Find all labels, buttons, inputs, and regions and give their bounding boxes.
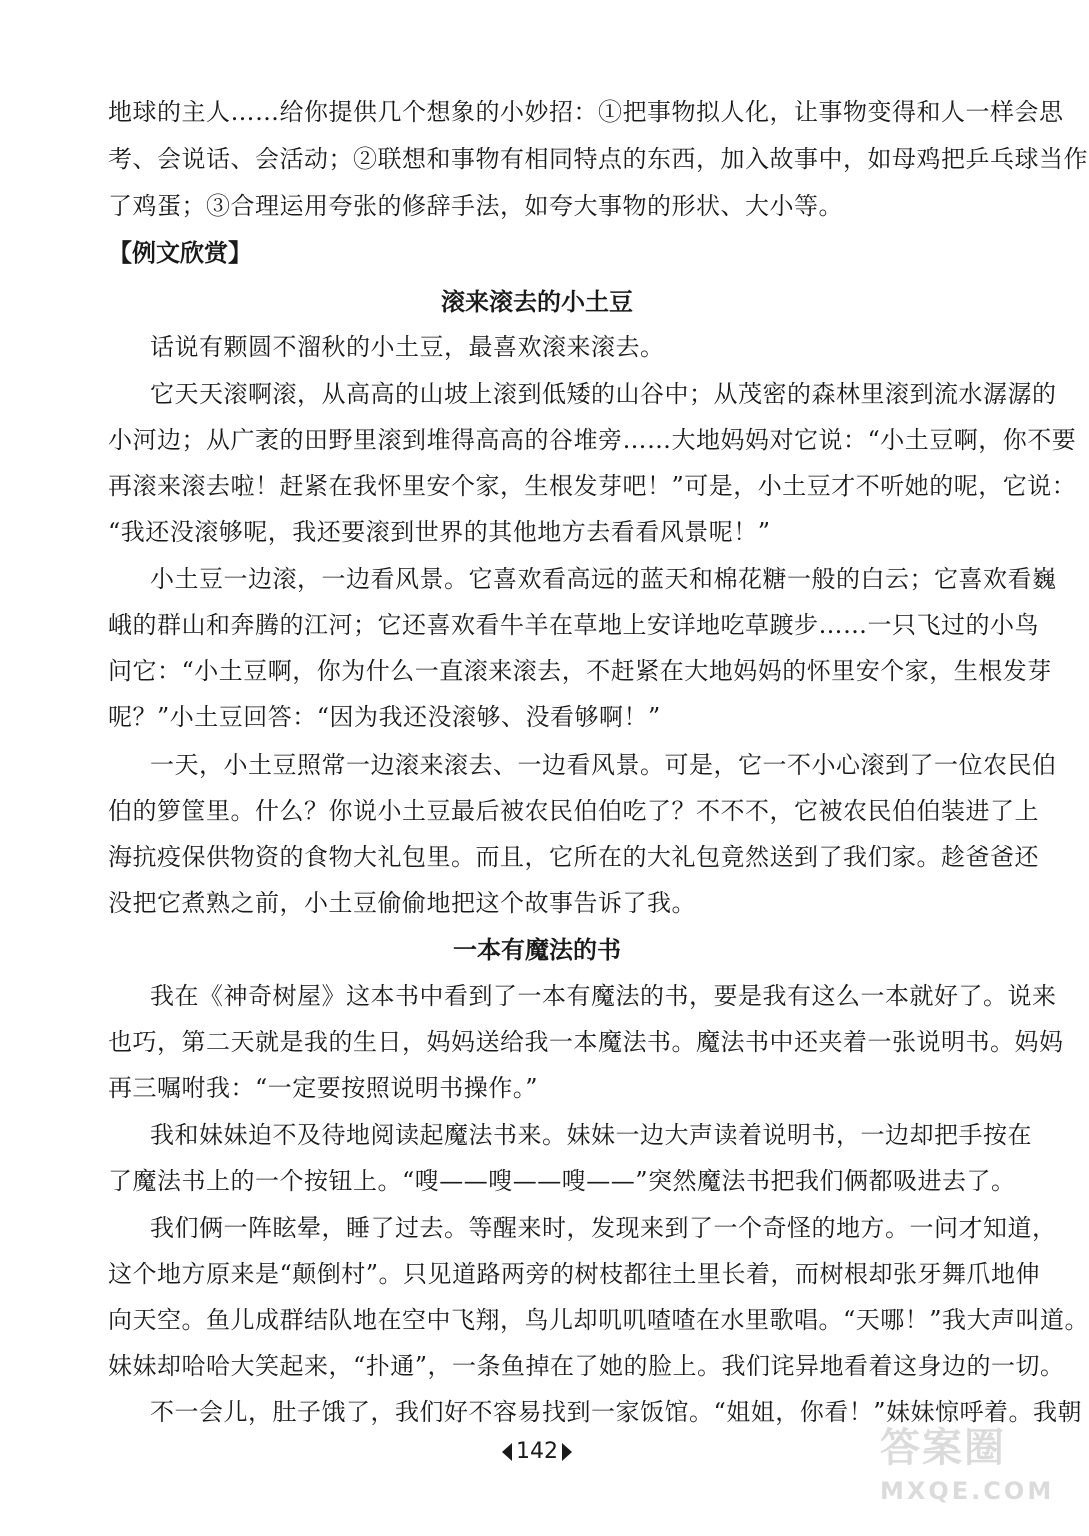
essay2-line-3: 再三嘱咐我：“一定要按照说明书操作。” [108, 1074, 539, 1102]
essay2-title: 一本有魔法的书 [453, 936, 621, 964]
essay1-line-2: 它天天滚啊滚，从高高的山坡上滚到低矮的山谷中；从茂密的森林里滚到流水潺潺的 [150, 380, 1057, 408]
essay1-line-10: 一天，小土豆照常一边滚来滚去、一边看风景。可是，它一不小心滚到了一位农民伯 [150, 751, 1057, 779]
watermark-top: 答案圈 [880, 1425, 1006, 1471]
essay1-line-5: “我还没滚够呢，我还要滚到世界的其他地方去看看风景呢！” [108, 518, 771, 546]
essay2-line-7: 这个地方原来是“颠倒村”。只见道路两旁的树枝都往土里长着，而树根却张牙舞爪地伸 [108, 1260, 1041, 1288]
essay1-line-11: 伯的箩筐里。什么？你说小土豆最后被农民伯伯吃了？不不不，它被农民伯伯装进了上 [108, 797, 1039, 825]
essay1-line-13: 没把它煮熟之前，小土豆偷偷地把这个故事告诉了我。 [108, 889, 696, 917]
essay1-line-12: 海抗疫保供物资的食物大礼包里。而且，它所在的大礼包竟然送到了我们家。趁爸爸还 [108, 843, 1039, 871]
essay1-title: 滚来滚去的小土豆 [441, 288, 633, 316]
essay1-line-3: 小河边；从广袤的田野里滚到堆得高高的谷堆旁……大地妈妈对它说：“小土豆啊，你不要 [108, 426, 1077, 454]
essay2-line-2: 也巧，第二天就是我的生日，妈妈送给我一本魔法书。魔法书中还夹着一张说明书。妈妈 [108, 1028, 1064, 1056]
essay1-line-9: 呢？”小土豆回答：“因为我还没滚够、没看够啊！” [108, 703, 661, 731]
essay1-line-6: 小土豆一边滚，一边看风景。它喜欢看高远的蓝天和棉花糖一般的白云；它喜欢看巍 [150, 565, 1057, 593]
intro-line-2: 考、会说话、会活动；②联想和事物有相同特点的东西，加入故事中，如母鸡把乒乓球当作 [108, 145, 1088, 173]
essay1-line-7: 峨的群山和奔腾的江河；它还喜欢看牛羊在草地上安详地吃草踱步……一只飞过的小鸟 [108, 611, 1039, 639]
intro-line-1: 地球的主人……给你提供几个想象的小妙招：①把事物拟人化，让事物变得和人一样会思 [108, 98, 1064, 126]
essay2-line-5: 了魔法书上的一个按钮上。“嗖——嗖——嗖——”突然魔法书把我们俩都吸进去了。 [108, 1167, 1016, 1195]
essay1-line-1: 话说有颗圆不溜秋的小土豆，最喜欢滚来滚去。 [150, 333, 665, 361]
essay2-line-6: 我们俩一阵眩晕，睡了过去。等醒来时，发现来到了一个奇怪的地方。一问才知道， [150, 1214, 1057, 1242]
essay2-line-1: 我在《神奇树屋》这本书中看到了一本有魔法的书，要是我有这么一本就好了。说来 [150, 982, 1057, 1010]
essay2-line-8: 向天空。鱼儿成群结队地在空中飞翔，鸟儿却叽叽喳喳在水里歌唱。“天哪！”我大声叫道。 [108, 1306, 1089, 1334]
intro-line-3: 了鸡蛋；③合理运用夸张的修辞手法，如夸大事物的形状、大小等。 [108, 192, 843, 220]
page-number-text: 142 [516, 1439, 558, 1464]
essay2-line-10: 不一会儿，肚子饿了，我们好不容易找到一家饭馆。“姐姐，你看！”妹妹惊呼着。我朝 [150, 1398, 1083, 1426]
section-label: 【例文欣赏】 [108, 238, 252, 267]
right-triangle-icon [562, 1443, 572, 1461]
essay1-line-8: 问它：“小土豆啊，你为什么一直滚来滚去，不赶紧在大地妈妈的怀里安个家，生根发芽 [108, 657, 1052, 685]
watermark-bottom: MXQE.COM [880, 1477, 1055, 1505]
essay2-line-9: 妹妹却哈哈大笑起来，“扑通”，一条鱼掉在了她的脸上。我们诧异地看着这身边的一切。 [108, 1352, 1065, 1380]
essay2-line-4: 我和妹妹迫不及待地阅读起魔法书来。妹妹一边大声读着说明书，一边却把手按在 [150, 1121, 1032, 1149]
essay1-line-4: 再滚来滚去啦！赶紧在我怀里安个家，生根发芽吧！”可是，小土豆才不听她的呢，它说： [108, 472, 1077, 500]
watermark-logo [880, 1420, 1060, 1530]
left-triangle-icon [502, 1443, 512, 1461]
